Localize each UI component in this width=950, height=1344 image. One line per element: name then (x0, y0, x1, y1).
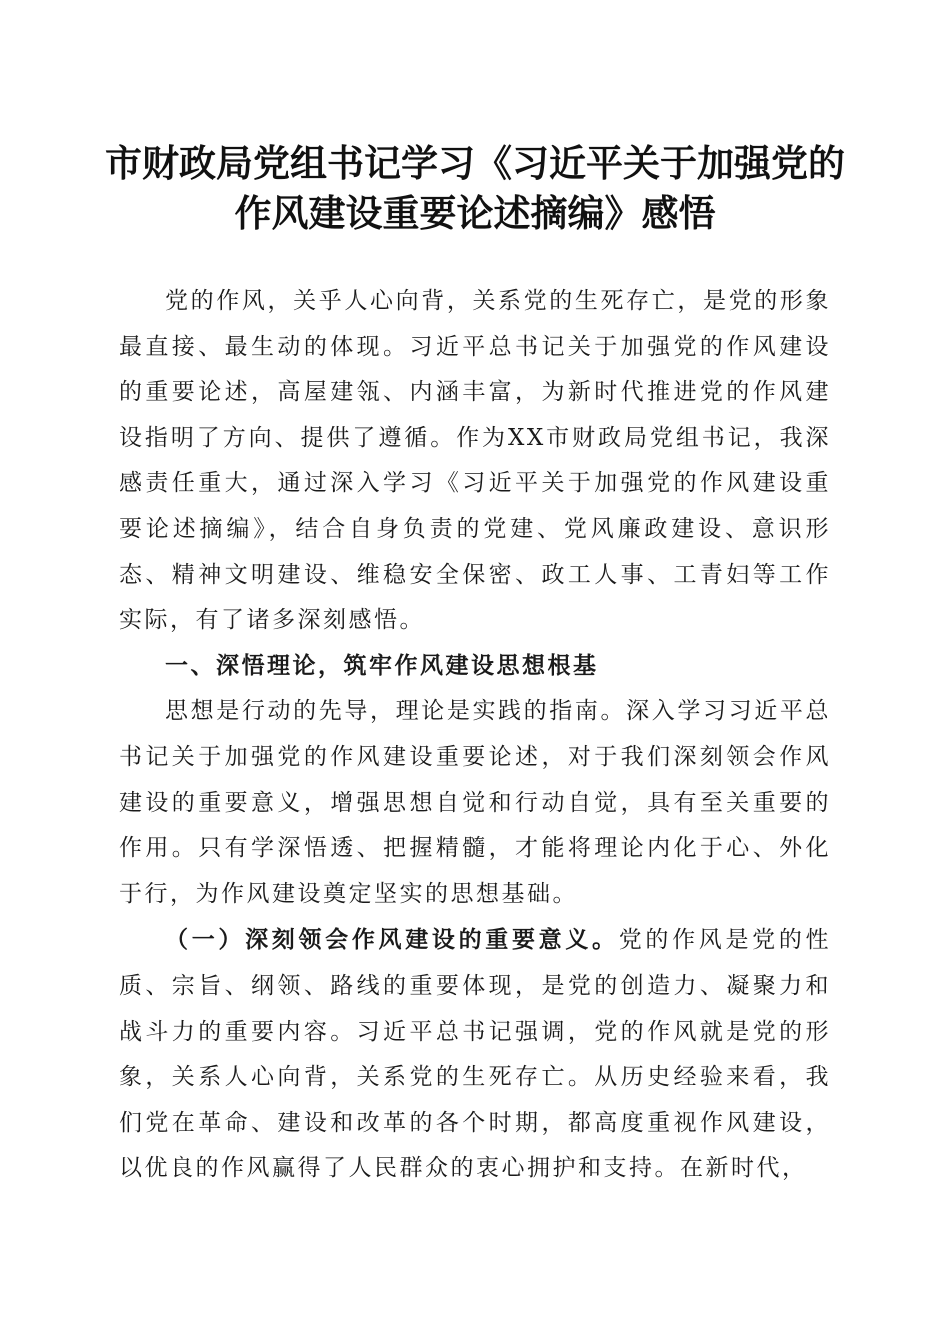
section-heading-1: 一、深悟理论，筑牢作风建设思想根基 (165, 652, 599, 679)
subsection-1-lead: （一）深刻领会作风建设的重要意义。 (165, 926, 619, 954)
title-line-2: 作风建设重要论述摘编》感悟 (234, 191, 716, 235)
intro-paragraph: 党的作风，关乎人心向背，关系党的生死存亡，是党的形象最直接、最生动的体现。习近平总书记关于加强党的作风建设的重要论述，高屋建瓴、内涵丰富，为新时代推进党的作风建设指明了方向、提供了遵循。作为XX市财政局党组书记，我深感责任重大，通过深入学习《习近平关于加强党的作风建设重要论述摘编》，结合自身负责的党建、党风廉政建设、意识形态、精神文明建设、维稳安全保密、政工人事、工青妇等工作实际，有了诸多深刻感悟。 (119, 288, 831, 634)
title-line-1: 市财政局党组书记学习《习近平关于加强党的 (105, 141, 845, 185)
subsection-1-paragraph (119, 917, 831, 1192)
subsection-1-text: 党的作风是党的性质、宗旨、纲领、路线的重要体现，是党的创造力、凝聚力和战斗力的重要内容。习近平总书记强调，党的作风就是党的形象，关系人心向背，关系党的生死存亡。从历史经验来看，我们党在革命、建设和改革的各个时期，都高度重视作风建设，以优良的作风赢得了人民群众的衷心拥护和支持。在新时代， (119, 927, 831, 1182)
document-body (119, 279, 831, 1192)
document-title (100, 138, 850, 238)
section-1-paragraph: 思想是行动的先导，理论是实践的指南。深入学习习近平总书记关于加强党的作风建设重要论述，对于我们深刻领会作风建设的重要意义，增强思想自觉和行动自觉，具有至关重要的作用。只有学深悟透、把握精髓，才能将理论内化于心、外化于行，为作风建设奠定坚实的思想基础。 (119, 698, 831, 907)
